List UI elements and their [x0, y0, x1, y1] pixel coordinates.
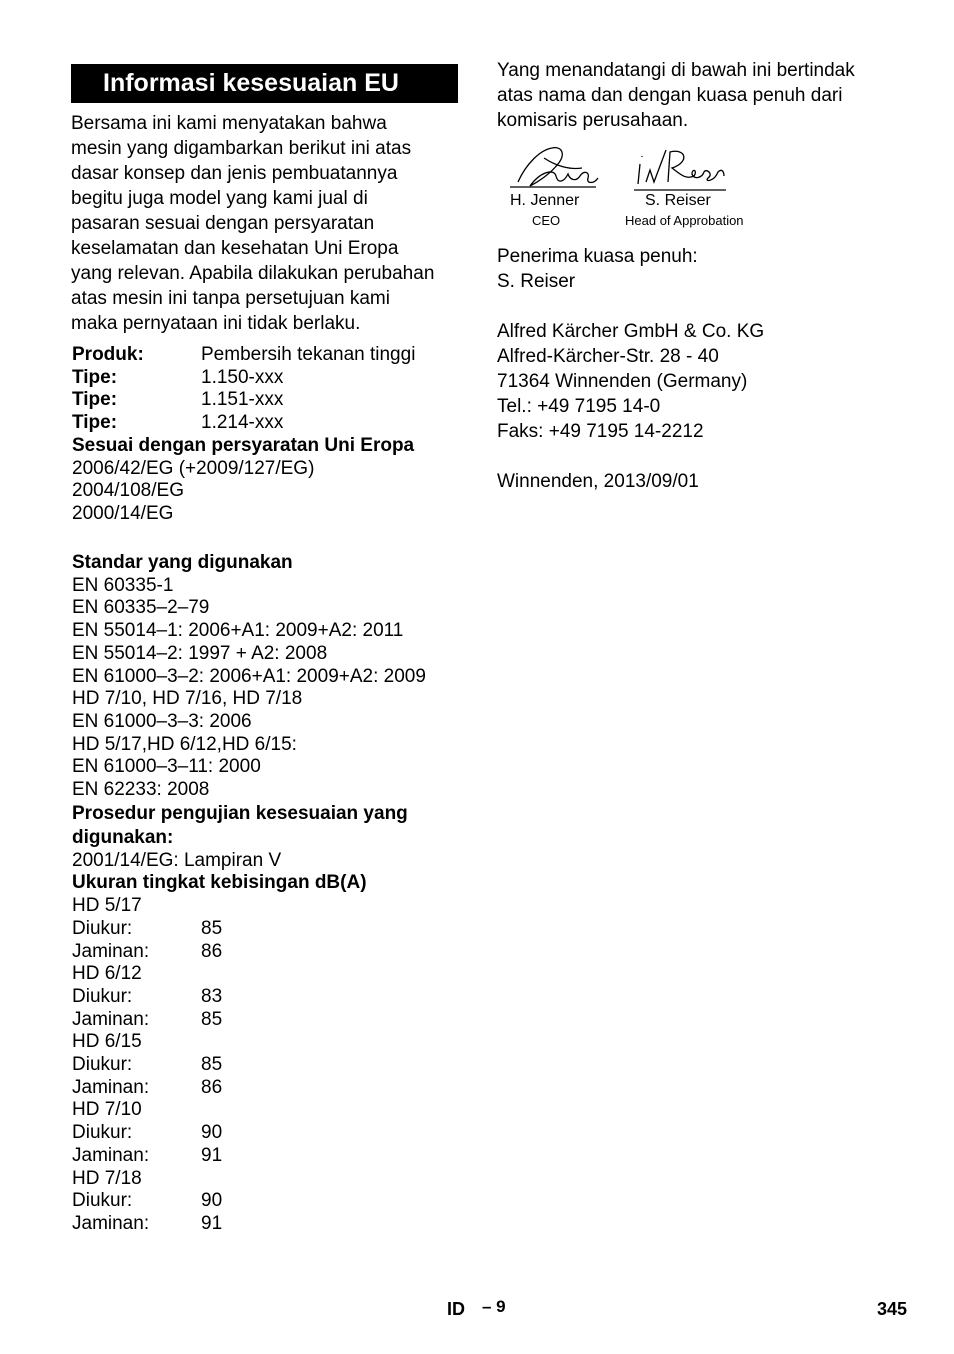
standard-item: EN 60335-1	[72, 574, 174, 596]
signing-line: Yang menandatangi di bawah ini bertindak	[497, 60, 855, 81]
signatory-title: CEO	[532, 213, 561, 228]
page-number: 345	[877, 1299, 908, 1319]
procedure-heading: Prosedur pengujian kesesuaian yang	[72, 802, 408, 824]
noise-heading: Ukuran tingkat kebisingan dB(A)	[72, 872, 367, 894]
guaranteed-value: 86	[201, 940, 223, 962]
product-block	[72, 344, 415, 526]
signature-reiser	[634, 150, 726, 190]
type-value: 1.151-xxx	[201, 389, 284, 411]
standards-block	[72, 552, 426, 1236]
procedure-value: 2001/14/EG: Lampiran V	[72, 849, 282, 871]
type-row	[72, 412, 415, 435]
noise-guaranteed-row	[72, 1145, 426, 1168]
procedure-heading-cont: digunakan:	[72, 826, 174, 848]
company-line: Faks: +49 7195 14-2212	[497, 421, 704, 442]
noise-model: HD 7/10	[72, 1099, 142, 1121]
guaranteed-label: Jaminan:	[72, 1144, 150, 1166]
intro-line: maka pernyataan ini tidak berlaku.	[71, 313, 361, 334]
standard-item: EN 55014–1: 2006+A1: 2009+A2: 2011	[72, 620, 404, 642]
footer-section-page: – 9	[482, 1297, 506, 1316]
guaranteed-label: Jaminan:	[72, 1212, 150, 1234]
company-line: Tel.: +49 7195 14-0	[497, 396, 661, 417]
guaranteed-value: 91	[201, 1212, 223, 1234]
product-label: Produk:	[72, 344, 144, 365]
intro-line: Bersama ini kami menyatakan bahwa	[71, 113, 387, 134]
type-value: 1.150-xxx	[201, 366, 284, 388]
noise-guaranteed-row	[72, 941, 426, 964]
standard-item: EN 61000–3–11: 2000	[72, 756, 261, 778]
measured-label: Diukur:	[72, 985, 133, 1007]
measured-value: 90	[201, 1122, 223, 1144]
signatory-name: H. Jenner	[510, 192, 580, 209]
type-value: 1.214-xxx	[201, 412, 284, 434]
signing-statement	[497, 58, 917, 133]
intro-line: yang relevan. Apabila dilakukan perubahan	[71, 263, 435, 284]
measured-value: 90	[201, 1190, 223, 1212]
directive-item: 2006/42/EG (+2009/127/EG)	[72, 457, 315, 479]
measured-value: 85	[201, 1054, 223, 1076]
noise-model: HD 6/12	[72, 963, 142, 985]
product-value: Pembersih tekanan tinggi	[201, 344, 416, 365]
type-label: Tipe:	[72, 366, 118, 388]
type-label: Tipe:	[72, 412, 118, 434]
signatory-title: Head of Approbation	[625, 213, 744, 228]
noise-measured-row	[72, 1054, 426, 1077]
place-date: Winnenden, 2013/09/01	[497, 471, 699, 492]
type-row	[72, 389, 415, 412]
noise-guaranteed-row	[72, 1077, 426, 1100]
noise-model: HD 7/18	[72, 1167, 142, 1189]
intro-line: mesin yang digambarkan berikut ini atas	[71, 138, 412, 159]
standard-item: EN 61000–3–2: 2006+A1: 2009+A2: 2009	[72, 665, 426, 687]
noise-measured-row	[72, 1122, 426, 1145]
noise-measured-row	[72, 918, 426, 941]
directive-item: 2000/14/EG	[72, 502, 174, 524]
intro-paragraph	[71, 111, 463, 336]
company-block	[497, 244, 917, 494]
measured-value: 83	[201, 985, 223, 1007]
signatory-name: S. Reiser	[645, 192, 711, 209]
noise-measured-row	[72, 986, 426, 1009]
guaranteed-value: 85	[201, 1008, 223, 1030]
noise-model: HD 6/15	[72, 1031, 142, 1053]
noise-model: HD 5/17	[72, 895, 142, 917]
standards-heading: Standar yang digunakan	[72, 552, 293, 573]
intro-line: atas mesin ini tanpa persetujuan kami	[71, 288, 390, 309]
measured-label: Diukur:	[72, 1054, 133, 1076]
measured-label: Diukur:	[72, 1122, 133, 1144]
noise-guaranteed-row	[72, 1213, 426, 1236]
measured-label: Diukur:	[72, 1190, 133, 1212]
measured-label: Diukur:	[72, 917, 133, 939]
signing-line: komisaris perusahaan.	[497, 110, 689, 131]
directive-item: 2004/108/EG	[72, 480, 184, 502]
product-row	[72, 344, 415, 367]
company-line: 71364 Winnenden (Germany)	[497, 371, 748, 392]
guaranteed-value: 91	[201, 1144, 223, 1166]
intro-line: keselamatan dan kesehatan Uni Eropa	[71, 238, 399, 259]
intro-line: dasar konsep dan jenis pembuatannya	[71, 163, 398, 184]
measured-value: 85	[201, 917, 223, 939]
directives-heading: Sesuai dengan persyaratan Uni Eropa	[72, 434, 415, 456]
standard-item: HD 7/10, HD 7/16, HD 7/18	[72, 688, 303, 710]
noise-guaranteed-row	[72, 1009, 426, 1032]
type-label: Tipe:	[72, 389, 118, 411]
signature-jenner	[510, 148, 598, 187]
footer-language: ID	[447, 1299, 465, 1319]
noise-measured-row	[72, 1190, 426, 1213]
guaranteed-label: Jaminan:	[72, 1008, 150, 1030]
guaranteed-value: 86	[201, 1076, 223, 1098]
standard-item: HD 5/17,HD 6/12,HD 6/15:	[72, 733, 297, 755]
signature-images	[500, 142, 740, 194]
proxy-label: Penerima kuasa penuh:	[497, 246, 698, 267]
type-row	[72, 367, 415, 390]
intro-line: pasaran sesuai dengan persyaratan	[71, 213, 375, 234]
signing-line: atas nama dan dengan kuasa penuh dari	[497, 85, 843, 106]
standard-item: EN 55014–2: 1997 + A2: 2008	[72, 642, 328, 664]
guaranteed-label: Jaminan:	[72, 940, 150, 962]
page-title: Informasi kesesuaian EU	[71, 64, 458, 103]
guaranteed-label: Jaminan:	[72, 1076, 150, 1098]
company-line: Alfred Kärcher GmbH & Co. KG	[497, 321, 765, 342]
intro-line: begitu juga model yang kami jual di	[71, 188, 368, 209]
proxy-name: S. Reiser	[497, 271, 576, 292]
standard-item: EN 60335–2–79	[72, 597, 210, 619]
standard-item: EN 62233: 2008	[72, 779, 210, 801]
company-line: Alfred-Kärcher-Str. 28 - 40	[497, 346, 719, 367]
standard-item: EN 61000–3–3: 2006	[72, 710, 252, 732]
